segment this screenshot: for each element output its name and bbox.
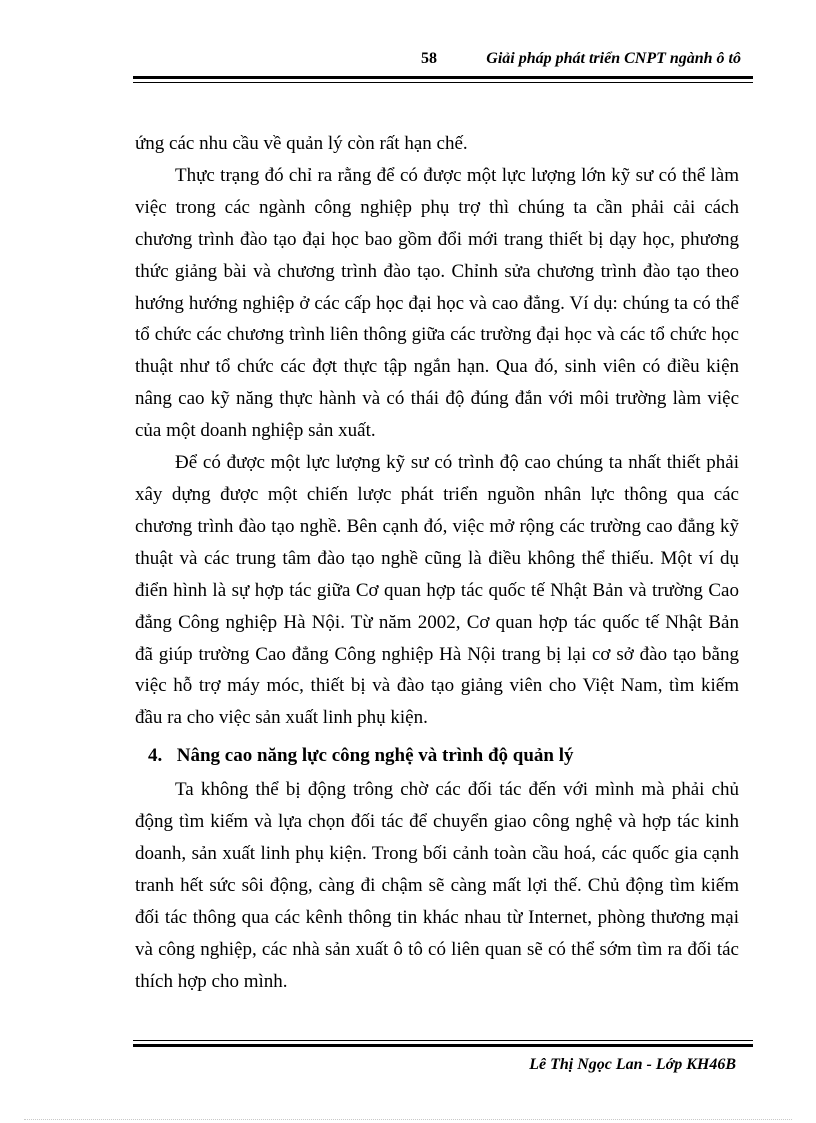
section-number: 4. — [148, 745, 163, 767]
document-body — [135, 128, 739, 997]
footer-divider — [133, 1040, 753, 1047]
section-heading — [135, 740, 739, 772]
paragraph-continuation: ứng các nhu cầu về quản lý còn rất hạn chế. — [135, 133, 468, 154]
paragraph: Thực trạng đó chỉ ra rằng để có được một lực lượng lớn kỹ sư có thể làm việc trong các ngành công nghiệp phụ trợ thì chúng ta cần phải cải cách chương trình đào tạo đại học bao gồm đổi mới trang thiết bị dạy học, phương thức giảng bài và chương trình đào tạo. Chỉnh sửa chương trình đào tạo theo hướng hướng nghiệp ở các cấp học đại học và cao đẳng. Ví dụ: chúng ta có thể tổ chức các chương trình liên thông giữa các trường đại học và các tổ chức học thuật như tổ chức các đợt thực tập ngắn hạn. Qua đó, sinh viên có điều kiện nâng cao kỹ năng thực hành và có thái độ đúng đắn với môi trường làm việc của một doanh nghiệp sản xuất. — [135, 164, 739, 442]
header-divider — [133, 76, 753, 83]
paragraph: Ta không thể bị động trông chờ các đối tác đến với mình mà phải chủ động tìm kiếm và lựa chọn đối tác để chuyển giao công nghệ và hợp tác kinh doanh, sản xuất linh phụ kiện. Trong bối cảnh toàn cầu hoá, các quốc gia cạnh tranh hết sức sôi động, càng đi chậm sẽ càng mất lợi thế. Chủ động tìm kiếm đối tác thông qua các kênh thông tin khác nhau từ Internet, phòng thương mại và công nghiệp, các nhà sản xuất ô tô có liên quan sẽ có thể sớm tìm ra đối tác thích hợp cho mình. — [135, 779, 739, 992]
page-header — [133, 48, 753, 72]
section-title: Nâng cao năng lực công nghệ và trình độ quản lý — [176, 745, 574, 767]
footer-author: Lê Thị Ngọc Lan - Lớp KH46B — [529, 1056, 736, 1073]
page-edge-divider — [24, 1119, 792, 1120]
paragraph: Để có được một lực lượng kỹ sư có trình độ cao chúng ta nhất thiết phải xây dựng được một chiến lược phát triển nguồn nhân lực thông qua các chương trình đào tạo nghề. Bên cạnh đó, việc mở rộng các trường cao đẳng kỹ thuật và các trung tâm đào tạo nghề cũng là điều không thể thiếu. Một ví dụ điển hình là sự hợp tác giữa Cơ quan hợp tác quốc tế Nhật Bản và trường Cao đẳng Công nghiệp Hà Nội. Từ năm 2002, Cơ quan hợp tác quốc tế Nhật Bản đã giúp trường Cao đẳng Công nghiệp Hà Nội trang bị lại cơ sở đào tạo bằng việc hỗ trợ máy móc, thiết bị và đào tạo giảng viên cho Việt Nam, tìm kiếm đầu ra cho việc sản xuất linh phụ kiện. — [135, 452, 739, 729]
page-number: 58 — [421, 50, 437, 67]
document-title: Giải pháp phát triển CNPT ngành ô tô — [486, 50, 741, 67]
